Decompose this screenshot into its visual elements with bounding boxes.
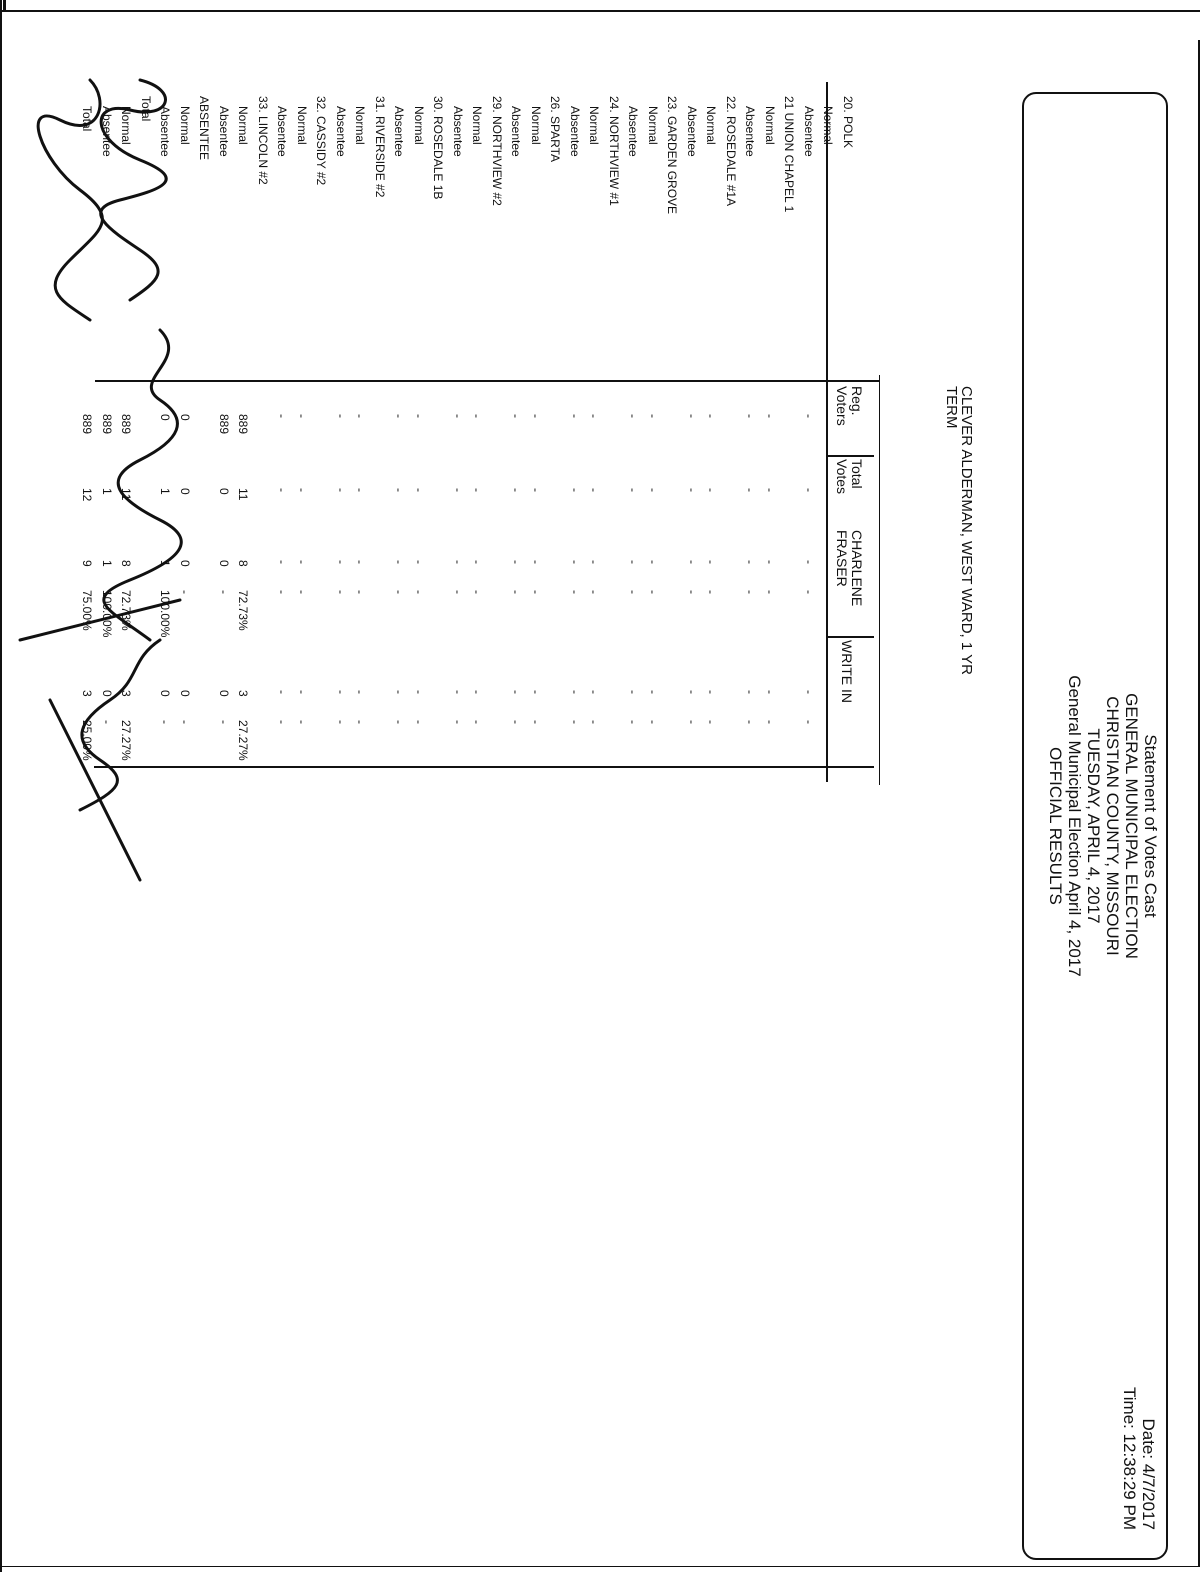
cell-writein-votes: - — [295, 690, 309, 694]
cell-writein-votes: - — [743, 690, 758, 694]
cell-writein-percent: - — [334, 720, 348, 724]
cell-fraser-percent: - — [704, 590, 719, 594]
cell-total-votes: - — [334, 488, 348, 492]
cell-fraser-percent: - — [217, 590, 231, 594]
cell-total-votes: 1 — [100, 488, 114, 495]
cell-total-votes: - — [509, 488, 524, 492]
cell-writein-votes: - — [646, 690, 660, 694]
col-header-candidate-line1: CHARLENE — [849, 530, 865, 607]
cell-fraser-percent: - — [178, 590, 192, 594]
cell-reg-voters: - — [704, 414, 719, 418]
cell-total-votes: - — [295, 488, 309, 492]
cell-total-votes: - — [802, 488, 816, 492]
cell-writein-percent: - — [275, 720, 290, 724]
cell-fraser-percent: - — [353, 590, 368, 594]
signature-scribble — [101, 80, 166, 300]
precinct-label: Total — [139, 96, 153, 122]
row-label: Absentee — [158, 106, 173, 157]
row-label: Absentee — [451, 106, 465, 157]
row-label: Normal — [295, 106, 309, 145]
cell-total-votes: - — [685, 488, 699, 492]
col-header-reg-voters — [834, 386, 864, 426]
cell-reg-voters: 889 — [80, 414, 95, 435]
cell-fraser-percent: - — [451, 590, 465, 594]
table-right-divider — [94, 766, 874, 768]
cell-reg-voters: - — [685, 414, 699, 418]
cell-fraser-percent: - — [626, 590, 641, 594]
cell-reg-voters: - — [646, 414, 660, 418]
title-line: TUESDAY, APRIL 4, 2017 — [1084, 728, 1103, 924]
row-label: Normal — [646, 106, 660, 145]
cell-writein-votes: - — [587, 690, 602, 694]
cell-writein-percent: - — [685, 720, 699, 724]
col-header-reg-line1: Reg. — [849, 386, 865, 416]
cell-reg-voters: - — [392, 414, 407, 418]
col-header-total-votes — [834, 459, 864, 494]
cell-reg-voters: 0 — [158, 414, 173, 421]
cell-fraser-percent: - — [646, 590, 660, 594]
cell-writein-percent: - — [217, 720, 231, 724]
cell-fraser-percent: - — [295, 590, 309, 594]
contest-title-line1: CLEVER ALDERMAN, WEST WARD, 1 YR — [958, 386, 975, 675]
row-label: Absentee — [802, 106, 816, 157]
precinct-label: 29. NORTHVIEW #2 — [490, 96, 504, 206]
cell-reg-voters: - — [412, 414, 426, 418]
col-divider-total — [826, 455, 874, 457]
cell-reg-voters: - — [275, 414, 290, 418]
title-line: CHRISTIAN COUNTY, MISSOURI — [1103, 696, 1122, 956]
cell-writein-percent: - — [646, 720, 660, 724]
cell-reg-voters: - — [587, 414, 602, 418]
cell-fraser-votes: - — [529, 560, 543, 564]
table-top-rule — [879, 375, 880, 785]
signature-scribble — [38, 80, 102, 320]
cell-reg-voters: - — [802, 414, 816, 418]
cell-total-votes: - — [568, 488, 582, 492]
cell-reg-voters: 889 — [236, 414, 251, 435]
row-label: Absentee — [743, 106, 758, 157]
cell-writein-votes: 0 — [158, 690, 173, 697]
cell-fraser-votes: - — [763, 560, 777, 564]
row-label: Normal — [587, 106, 602, 145]
cell-writein-votes: 3 — [236, 690, 251, 697]
cell-writein-votes: - — [509, 690, 524, 694]
cell-total-votes: 11 — [119, 488, 134, 501]
contest-title — [944, 386, 974, 746]
col-divider-writein — [826, 636, 874, 638]
cell-writein-percent: - — [529, 720, 543, 724]
cell-writein-percent: - — [763, 720, 777, 724]
cell-writein-percent: - — [392, 720, 407, 724]
cell-fraser-percent: - — [821, 590, 836, 594]
precinct-label: 26. SPARTA — [548, 96, 563, 163]
cell-fraser-votes: - — [295, 560, 309, 564]
cell-fraser-votes: - — [646, 560, 660, 564]
precinct-label: 20. POLK — [841, 96, 855, 149]
cell-total-votes: - — [743, 488, 758, 492]
cell-fraser-votes: - — [392, 560, 407, 564]
cell-fraser-votes: 8 — [119, 560, 134, 567]
row-label: Normal — [119, 106, 134, 145]
cell-writein-votes: - — [821, 690, 836, 694]
row-label: Normal — [236, 106, 251, 145]
cell-total-votes: - — [704, 488, 719, 492]
precinct-label: 23. GARDEN GROVE — [665, 96, 680, 215]
report-header-box — [1022, 92, 1168, 1560]
cell-fraser-percent: - — [529, 590, 543, 594]
row-label: Total — [80, 106, 95, 132]
col-header-reg-line2: Voters — [834, 386, 850, 426]
cell-total-votes: - — [470, 488, 485, 492]
row-label: Normal — [178, 106, 192, 145]
cell-reg-voters: 889 — [217, 414, 231, 435]
col-header-writein-label: WRITE IN — [839, 640, 855, 703]
cell-reg-voters: 0 — [178, 414, 192, 421]
cell-reg-voters: - — [626, 414, 641, 418]
cell-writein-votes: - — [529, 690, 543, 694]
cell-writein-percent: 27.27% — [236, 720, 251, 761]
cell-reg-voters: - — [470, 414, 485, 418]
cell-total-votes: - — [626, 488, 641, 492]
cell-fraser-votes: 1 — [100, 560, 114, 567]
col-header-total-line2: Votes — [834, 459, 850, 495]
cell-writein-votes: - — [685, 690, 699, 694]
cell-reg-voters: - — [743, 414, 758, 418]
cell-writein-percent: - — [704, 720, 719, 724]
row-label: Normal — [470, 106, 485, 145]
cell-writein-votes: 0 — [178, 690, 192, 697]
cell-fraser-votes: - — [587, 560, 602, 564]
cell-writein-percent: - — [568, 720, 582, 724]
cell-reg-voters: - — [353, 414, 368, 418]
cell-fraser-percent: - — [509, 590, 524, 594]
cell-fraser-percent: - — [685, 590, 699, 594]
row-label: Normal — [821, 106, 836, 145]
cell-writein-votes: - — [470, 690, 485, 694]
cell-reg-voters: 889 — [100, 414, 114, 435]
row-label: Normal — [412, 106, 426, 145]
precinct-label: 24. NORTHVIEW #1 — [607, 96, 621, 206]
cell-fraser-votes: 9 — [80, 560, 95, 567]
cell-fraser-votes: - — [353, 560, 368, 564]
precinct-label: 32. CASSIDY #2 — [314, 96, 329, 186]
cell-writein-percent: - — [295, 720, 309, 724]
col-header-write-in — [839, 640, 854, 703]
cell-writein-votes: - — [334, 690, 348, 694]
cell-total-votes: - — [529, 488, 543, 492]
cell-fraser-percent: - — [275, 590, 290, 594]
cell-writein-percent: - — [802, 720, 816, 724]
cell-writein-votes: - — [275, 690, 290, 694]
cell-writein-votes: 0 — [217, 690, 231, 697]
cell-total-votes: - — [587, 488, 602, 492]
cell-writein-percent: - — [412, 720, 426, 724]
cell-fraser-votes: - — [275, 560, 290, 564]
cell-writein-votes: - — [568, 690, 582, 694]
cell-reg-voters: - — [568, 414, 582, 418]
cell-fraser-percent: - — [470, 590, 485, 594]
cell-writein-percent: - — [509, 720, 524, 724]
cell-fraser-percent: - — [334, 590, 348, 594]
cell-writein-percent: - — [178, 720, 192, 724]
precinct-label: 33. LINCOLN #2 — [256, 96, 270, 185]
cell-writein-votes: - — [392, 690, 407, 694]
cell-writein-percent: 27.27% — [119, 720, 134, 761]
cell-fraser-votes: - — [509, 560, 524, 564]
col-header-total-line1: Total — [849, 459, 865, 489]
row-label: Absentee — [275, 106, 290, 157]
cell-fraser-votes: 1 — [158, 560, 173, 567]
cell-fraser-votes: - — [743, 560, 758, 564]
cell-fraser-percent: 100.00% — [100, 590, 114, 638]
signature-scribble — [20, 600, 180, 880]
cell-writein-votes: - — [802, 690, 816, 694]
cell-fraser-votes: - — [568, 560, 582, 564]
report-datetime — [1120, 1320, 1158, 1530]
precinct-label: 21 UNION CHAPEL 1 — [782, 96, 797, 213]
cell-reg-voters: - — [334, 414, 348, 418]
title-line: GENERAL MUNICIPAL ELECTION — [1122, 693, 1141, 959]
cell-writein-votes: 0 — [100, 690, 114, 697]
label-column-divider — [95, 380, 880, 382]
cell-fraser-votes: - — [685, 560, 699, 564]
cell-fraser-votes: - — [802, 560, 816, 564]
col-header-candidate-line2: FRASER — [834, 530, 850, 587]
signature-scribble — [104, 330, 181, 640]
cell-fraser-votes: - — [704, 560, 719, 564]
cell-total-votes: 0 — [178, 488, 192, 495]
precinct-label: 31. RIVERSIDE #2 — [373, 96, 387, 198]
cell-writein-votes: - — [451, 690, 465, 694]
cell-total-votes: 1 — [158, 488, 173, 495]
cell-writein-percent: - — [821, 720, 836, 724]
cell-total-votes: - — [275, 488, 290, 492]
cell-reg-voters: - — [821, 414, 836, 418]
cell-reg-voters: 889 — [119, 414, 134, 435]
cell-fraser-votes: 0 — [217, 560, 231, 567]
row-label: Normal — [763, 106, 777, 145]
title-line: OFFICIAL RESULTS — [1046, 747, 1065, 905]
row-label: Absentee — [685, 106, 699, 157]
cell-writein-percent: - — [100, 720, 114, 724]
cell-writein-percent: 25.00% — [80, 720, 95, 761]
row-label: Normal — [353, 106, 368, 145]
cell-fraser-percent: - — [743, 590, 758, 594]
row-label: Absentee — [217, 106, 231, 157]
title-line: General Municipal Election April 4, 2017 — [1065, 675, 1084, 977]
cell-fraser-votes: - — [451, 560, 465, 564]
cell-total-votes: - — [451, 488, 465, 492]
row-label: Normal — [704, 106, 719, 145]
cell-writein-votes: - — [412, 690, 426, 694]
cell-total-votes: - — [763, 488, 777, 492]
cell-reg-voters: - — [295, 414, 309, 418]
cell-fraser-votes: - — [626, 560, 641, 564]
cell-writein-percent: - — [587, 720, 602, 724]
cell-writein-votes: 3 — [80, 690, 95, 697]
cell-fraser-percent: - — [568, 590, 582, 594]
report-time: Time: 12:38:29 PM — [1120, 1387, 1139, 1530]
cell-total-votes: - — [392, 488, 407, 492]
cell-writein-votes: 3 — [119, 690, 134, 697]
row-label: Absentee — [334, 106, 348, 157]
cell-fraser-votes: - — [334, 560, 348, 564]
row-label: Absentee — [100, 106, 114, 157]
row-label: Absentee — [568, 106, 582, 157]
cell-fraser-votes: - — [821, 560, 836, 564]
cell-fraser-percent: - — [802, 590, 816, 594]
row-label: Absentee — [626, 106, 641, 157]
table-header-rule — [826, 82, 828, 782]
title-line: Statement of Votes Cast — [1141, 734, 1160, 918]
cell-total-votes: - — [353, 488, 368, 492]
official-signatures — [0, 0, 200, 900]
cell-writein-percent: - — [626, 720, 641, 724]
precinct-label: ABSENTEE — [197, 96, 212, 161]
cell-fraser-percent: 100.00% — [158, 590, 173, 638]
cell-writein-percent: - — [451, 720, 465, 724]
cell-fraser-votes: 0 — [178, 560, 192, 567]
cell-writein-percent: - — [158, 720, 173, 724]
cell-fraser-votes: 8 — [236, 560, 251, 567]
cell-total-votes: 0 — [217, 488, 231, 495]
report-date: Date: 4/7/2017 — [1139, 1418, 1158, 1530]
cell-fraser-percent: 72.73% — [119, 590, 134, 631]
precinct-label: 22. ROSEDALE #1A — [724, 96, 738, 207]
cell-writein-votes: - — [763, 690, 777, 694]
cell-fraser-percent: - — [587, 590, 602, 594]
cell-fraser-votes: - — [412, 560, 426, 564]
cell-fraser-votes: - — [470, 560, 485, 564]
cell-reg-voters: - — [451, 414, 465, 418]
cell-writein-percent: - — [353, 720, 368, 724]
cell-total-votes: - — [412, 488, 426, 492]
col-header-candidate-fraser — [834, 530, 864, 606]
cell-fraser-percent: 75.00% — [80, 590, 95, 631]
cell-reg-voters: - — [763, 414, 777, 418]
cell-writein-percent: - — [743, 720, 758, 724]
cell-fraser-percent: 72.73% — [236, 590, 251, 631]
contest-title-line2: TERM — [943, 386, 960, 429]
row-label: Absentee — [392, 106, 407, 157]
cell-fraser-percent: - — [412, 590, 426, 594]
cell-writein-votes: - — [704, 690, 719, 694]
row-label: Absentee — [509, 106, 524, 157]
precinct-label: 30. ROSEDALE 1B — [431, 96, 446, 200]
cell-total-votes: - — [821, 488, 836, 492]
cell-total-votes: - — [646, 488, 660, 492]
cell-writein-votes: - — [353, 690, 368, 694]
cell-total-votes: 11 — [236, 488, 251, 501]
cell-fraser-percent: - — [763, 590, 777, 594]
cell-total-votes: 12 — [80, 488, 95, 502]
cell-writein-percent: - — [470, 720, 485, 724]
row-label: Normal — [529, 106, 543, 145]
cell-reg-voters: - — [529, 414, 543, 418]
cell-writein-votes: - — [626, 690, 641, 694]
cell-reg-voters: - — [509, 414, 524, 418]
cell-fraser-percent: - — [392, 590, 407, 594]
